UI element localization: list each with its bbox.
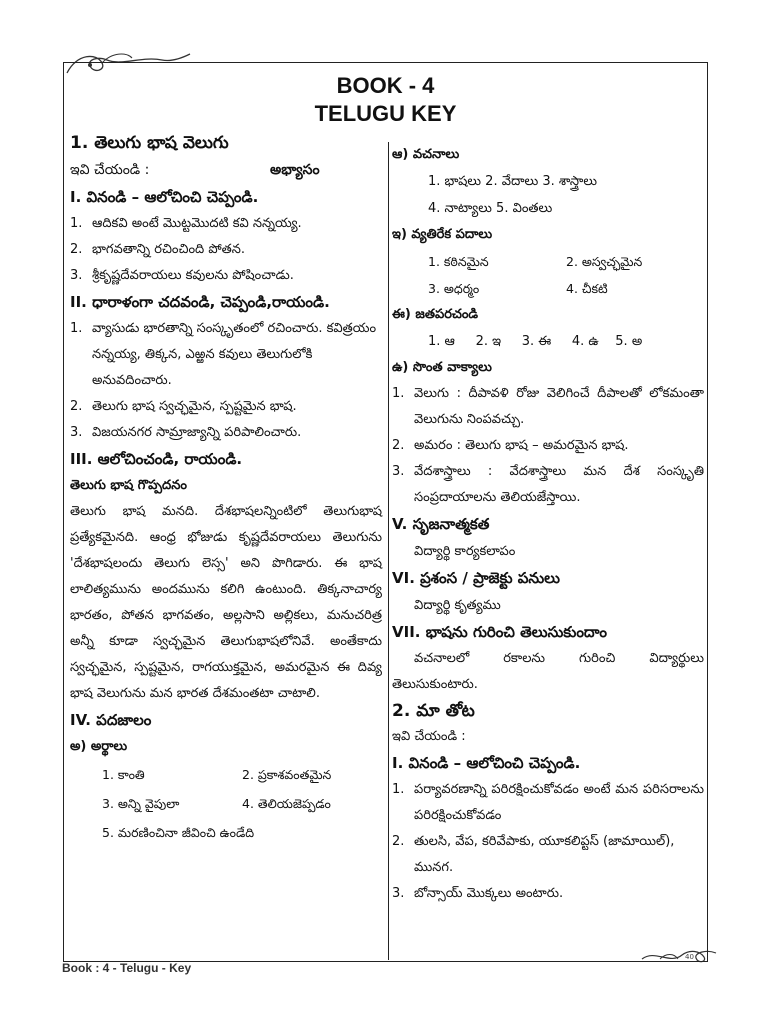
antonyms-list	[392, 248, 704, 302]
practice-label: అభ్యాసం	[270, 162, 320, 178]
page-number: 40	[685, 953, 694, 961]
list-item: 1. వెలుగు : దీపావళి రోజు వెలిగించే దీపాలతో లోకమంతా వెలుగును నింపవచ్చు.	[392, 386, 704, 427]
list-item: 3. అన్ని వైపులా	[102, 796, 180, 811]
list-item: 1. ఆదికవి అంటే మొట్టమొదటి కవి నన్నయ్య.	[70, 216, 302, 231]
list-item: 4. చీకటి	[566, 281, 608, 296]
lesson-1-title: 1. తెలుగు భాష వెలుగు	[70, 133, 229, 153]
list-item: 2. ప్రకాశవంతమైన	[242, 767, 332, 782]
plurals-title: ఆ) వచనాలు	[392, 147, 460, 162]
section-7-text: వచనాలలో రకాలను గురించి విద్యార్థులు తెలుసుకుంటారు.	[392, 651, 704, 692]
list-item: 2. అస్వచ్ఛమైన	[566, 254, 643, 269]
meanings-list	[70, 760, 382, 818]
list-item: 1. కాంతి	[102, 767, 145, 782]
list-item: 2. భాగవతాన్ని రచించింది పోతన.	[70, 242, 245, 257]
own-sentences-title: ఉ) సొంత వాక్యాలు	[392, 360, 492, 375]
section-4-title: IV. పదజాలం	[70, 711, 152, 729]
do-this-label: ఇవి చేయండి :	[70, 162, 150, 178]
section-3-title: III. ఆలోచించండి, రాయండి.	[70, 450, 243, 468]
matching-title: ఈ) జతపరచండి	[392, 307, 479, 322]
list-item: 3. బోన్సాయ్ మొక్కలు అంటారు.	[392, 886, 564, 901]
meanings-list-last	[70, 818, 382, 847]
column-divider	[388, 142, 389, 960]
book-title: BOOK - 4	[336, 73, 435, 98]
right-column	[392, 142, 704, 907]
section-3-paragraph: తెలుగు భాష మనది. దేశభాషలన్నింటిలో తెలుగుభాష ప్రత్యేకమైనది. ఆంధ్ర భోజుడు కృష్ణదేవరాయలు తెలుగును 'దేశభాషలందు తెలుగు లెస్స' అని పొగిడారు. ఈ భాష లాలిత్యమును అందమును కలిగి ఉంటుంది. తిక్కనాచార్య భారతం, పోతన భాగవతం, అల్లసాని అల్లికలు, మనుచరిత్ర అన్నీ కూడా స్వచ్ఛమైన తెలుగుభాషలోనివే. అంతేకాదు స్వచ్ఛమైన, స్పష్టమైన, రాగయుక్తమైన, అమరమైన ఈ దివ్య భాష వెలుగును మన భారత దేశమంతటా చాటాలి.	[70, 504, 382, 701]
section-2-title: II. ధారాళంగా చదవండి, చెప్పండి,రాయండి.	[70, 293, 330, 311]
antonyms-title: ఇ) వ్యతిరేక పదాలు	[392, 227, 493, 242]
list-item: 2. తెలుగు భాష స్వచ్ఛమైన, స్పష్టమైన భాష.	[70, 399, 297, 414]
lesson-2-title: 2. మా తోట	[392, 701, 475, 721]
section-6-title: VI. ప్రశంస / ప్రాజెక్టు పనులు	[392, 569, 560, 587]
plurals-line-1: 1. భాషలు 2. వేదాలు 3. శాస్త్రాలు	[428, 174, 598, 189]
section-5-text: విద్యార్థి కార్యకలాపం	[414, 544, 516, 559]
list-item: 5. మరణించినా జీవించి ఉండేది	[102, 825, 255, 840]
do-this-label: ఇవి చేయండి :	[392, 729, 466, 744]
list-item: 1. కఠినమైన	[428, 254, 489, 269]
list-item: 1. వ్యాసుడు భారతాన్ని సంస్కృతంలో రచించారు. కవిత్రయం నన్నయ్య, తిక్కన, ఎఱ్ఱన కవులు తెలుగులోకి అనువదించారు.	[70, 321, 377, 388]
list-item: 2. అమరం : తెలుగు భాష – అమరమైన భాష.	[392, 438, 629, 453]
meanings-title: అ) అర్థాలు	[70, 739, 128, 754]
left-column	[70, 130, 382, 847]
section-6-text: విద్యార్థి కృత్యము	[414, 598, 501, 613]
footer-label: Book : 4 - Telugu - Key	[62, 961, 192, 975]
page-title	[63, 72, 708, 128]
list-item: 3. శ్రీకృష్ణదేవరాయలు కవులను పోషించాడు.	[70, 268, 294, 283]
list-item: 3. వేదశాస్త్రాలు : వేదశాస్త్రాలు మన దేశ సంస్కృతి సంప్రదాయాలను తెలియజేస్తాయి.	[392, 464, 704, 505]
section-3-subtitle: తెలుగు భాష గొప్పదనం	[70, 478, 187, 493]
list-item: 1. పర్యావరణాన్ని పరిరక్షించుకోవడం అంటే మన పరిసరాలను పరిరక్షించుకోవడం	[392, 782, 704, 823]
matching-answers: 1. ఆ 2. ఇ 3. ఈ 4. ఉ 5. అ	[428, 334, 643, 349]
lesson-2-section-1-title: I. వినండి – ఆలోచించి చెప్పండి.	[392, 754, 581, 772]
section-7-title: VII. భాషను గురించి తెలుసుకుందాం	[392, 623, 607, 641]
list-item: 4. తెలియజెప్పడం	[242, 796, 331, 811]
exercise-header	[70, 156, 382, 184]
list-item: 2. తులసి, వేప, కరివేపాకు, యూకలిప్టస్ (జామాయిల్), మునగ.	[392, 834, 675, 875]
plurals-line-2: 4. నాట్యాలు 5. వింతలు	[428, 201, 553, 216]
section-5-title: V. సృజనాత్మకత	[392, 515, 490, 533]
section-1-title: I. వినండి – ఆలోచించి చెప్పండి.	[70, 188, 259, 206]
list-item: 3. అధర్మం	[428, 281, 480, 296]
list-item: 3. విజయనగర సామ్రాజ్యాన్ని పరిపాలించారు.	[70, 425, 302, 440]
key-title: TELUGU KEY	[314, 101, 457, 126]
